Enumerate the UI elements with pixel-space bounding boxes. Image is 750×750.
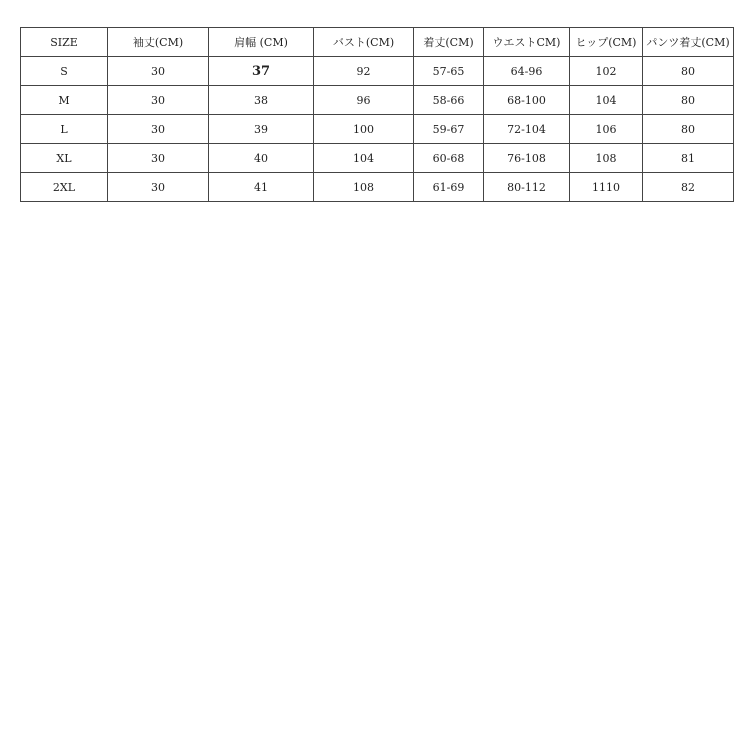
- header-waist: ウエストCM): [484, 28, 570, 57]
- bust-cell: 96: [314, 86, 414, 115]
- size-cell: L: [21, 115, 108, 144]
- sleeve-cell: 30: [108, 144, 209, 173]
- pants-length-cell: 80: [643, 86, 734, 115]
- shoulder-cell: 40: [209, 144, 314, 173]
- bust-cell: 92: [314, 57, 414, 86]
- pants-length-cell: 80: [643, 57, 734, 86]
- length-cell: 61-69: [414, 173, 484, 202]
- shoulder-cell: 41: [209, 173, 314, 202]
- bust-cell: 104: [314, 144, 414, 173]
- waist-cell: 72-104: [484, 115, 570, 144]
- pants-length-cell: 80: [643, 115, 734, 144]
- table-row: [21, 57, 734, 86]
- header-size: SIZE: [21, 28, 108, 57]
- sleeve-cell: 30: [108, 86, 209, 115]
- length-cell: 58-66: [414, 86, 484, 115]
- sleeve-cell: 30: [108, 173, 209, 202]
- hip-cell: 106: [570, 115, 643, 144]
- header-sleeve-length: 袖丈(CM): [108, 28, 209, 57]
- waist-cell: 76-108: [484, 144, 570, 173]
- size-cell: 2XL: [21, 173, 108, 202]
- header-hip: ヒップ(CM): [570, 28, 643, 57]
- length-cell: 60-68: [414, 144, 484, 173]
- header-shoulder-width: 肩幅 (CM): [209, 28, 314, 57]
- hip-cell: 104: [570, 86, 643, 115]
- header-bust: バスト(CM): [314, 28, 414, 57]
- shoulder-cell: 39: [209, 115, 314, 144]
- waist-cell: 68-100: [484, 86, 570, 115]
- header-pants-length: パンツ着丈(CM): [643, 28, 734, 57]
- hip-cell: 1110: [570, 173, 643, 202]
- bust-cell: 100: [314, 115, 414, 144]
- size-cell: S: [21, 57, 108, 86]
- waist-cell: 80-112: [484, 173, 570, 202]
- size-chart-table: [20, 27, 734, 202]
- sleeve-cell: 30: [108, 115, 209, 144]
- header-row: [21, 28, 734, 57]
- length-cell: 59-67: [414, 115, 484, 144]
- length-cell: 57-65: [414, 57, 484, 86]
- table-row: [21, 144, 734, 173]
- hip-cell: 102: [570, 57, 643, 86]
- shoulder-cell: 37: [209, 57, 314, 86]
- pants-length-cell: 82: [643, 173, 734, 202]
- pants-length-cell: 81: [643, 144, 734, 173]
- header-length: 着丈(CM): [414, 28, 484, 57]
- table-row: [21, 86, 734, 115]
- waist-cell: 64-96: [484, 57, 570, 86]
- shoulder-cell: 38: [209, 86, 314, 115]
- table-row: [21, 115, 734, 144]
- sleeve-cell: 30: [108, 57, 209, 86]
- bust-cell: 108: [314, 173, 414, 202]
- size-cell: XL: [21, 144, 108, 173]
- table-row: [21, 173, 734, 202]
- size-cell: M: [21, 86, 108, 115]
- hip-cell: 108: [570, 144, 643, 173]
